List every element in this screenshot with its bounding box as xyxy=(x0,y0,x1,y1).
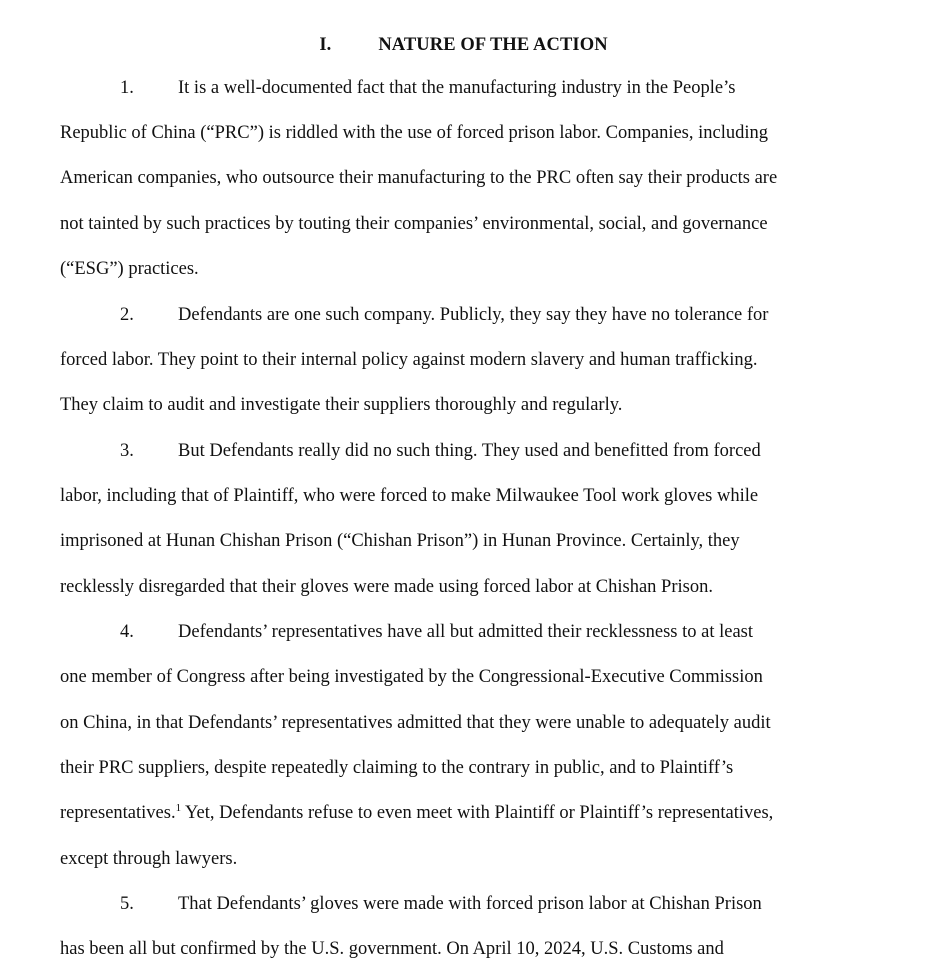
paragraph-4-line-1: Defendants’ representatives have all but admitted their recklessness to at least xyxy=(178,622,753,642)
paragraph-3-line-4: recklessly disregarded that their gloves were made using forced labor at Chishan Prison. xyxy=(60,577,713,597)
paragraph-4-line-5-end: Yet, Defendants refuse to even meet with Plaintiff or Plaintiff’s representatives, xyxy=(181,803,774,823)
paragraph-number-4: 4. xyxy=(120,622,134,642)
paragraph-1-line-1: It is a well-documented fact that the manufacturing industry in the People’s xyxy=(178,78,736,98)
paragraph-4-line-2: one member of Congress after being investigated by the Congressional-Executive Commission xyxy=(60,667,763,687)
section-title: NATURE OF THE ACTION xyxy=(378,35,608,55)
paragraph-1-line-2: Republic of China (“PRC”) is riddled with the use of forced prison labor. Companies, including xyxy=(60,123,769,143)
paragraph-4-line-5-start: representatives. xyxy=(60,803,176,823)
paragraph-4-line-5 xyxy=(60,802,773,824)
paragraph-1-line-5: (“ESG”) practices. xyxy=(60,259,199,279)
paragraph-number-2: 2. xyxy=(120,305,134,325)
paragraph-3-line-2: labor, including that of Plaintiff, who were forced to make Milwaukee Tool work gloves while xyxy=(60,486,759,506)
section-number: I. xyxy=(319,35,332,55)
paragraph-5-line-1: That Defendants’ gloves were made with forced prison labor at Chishan Prison xyxy=(178,894,762,914)
paragraph-3-line-1: But Defendants really did no such thing. They used and benefitted from forced xyxy=(178,441,761,461)
paragraph-2-line-1: Defendants are one such company. Publicly, they say they have no tolerance for xyxy=(178,305,769,325)
section-heading xyxy=(0,34,927,56)
paragraph-4-line-6: except through lawyers. xyxy=(60,849,238,869)
paragraph-number-5: 5. xyxy=(120,894,134,914)
footnote-reference[interactable]: 1 xyxy=(175,802,182,814)
paragraph-number-1: 1. xyxy=(120,78,134,98)
paragraph-4-line-3: on China, in that Defendants’ representatives admitted that they were unable to adequately audit xyxy=(60,713,771,733)
paragraph-2-line-2: forced labor. They point to their internal policy against modern slavery and human trafficking. xyxy=(60,350,758,370)
paragraph-number-3: 3. xyxy=(120,441,134,461)
paragraph-4-line-4: their PRC suppliers, despite repeatedly claiming to the contrary in public, and to Plaintiff’s xyxy=(60,758,734,778)
paragraph-3-line-3: imprisoned at Hunan Chishan Prison (“Chishan Prison”) in Hunan Province. Certainly, they xyxy=(60,531,740,551)
paragraph-2-line-3: They claim to audit and investigate their suppliers thoroughly and regularly. xyxy=(60,395,623,415)
paragraph-1-line-4: not tainted by such practices by touting their companies’ environmental, social, and governance xyxy=(60,214,768,234)
paragraph-5-line-2: has been all but confirmed by the U.S. government. On April 10, 2024, U.S. Customs and xyxy=(60,939,724,959)
paragraph-1-line-3: American companies, who outsource their manufacturing to the PRC often say their products are xyxy=(60,168,778,188)
